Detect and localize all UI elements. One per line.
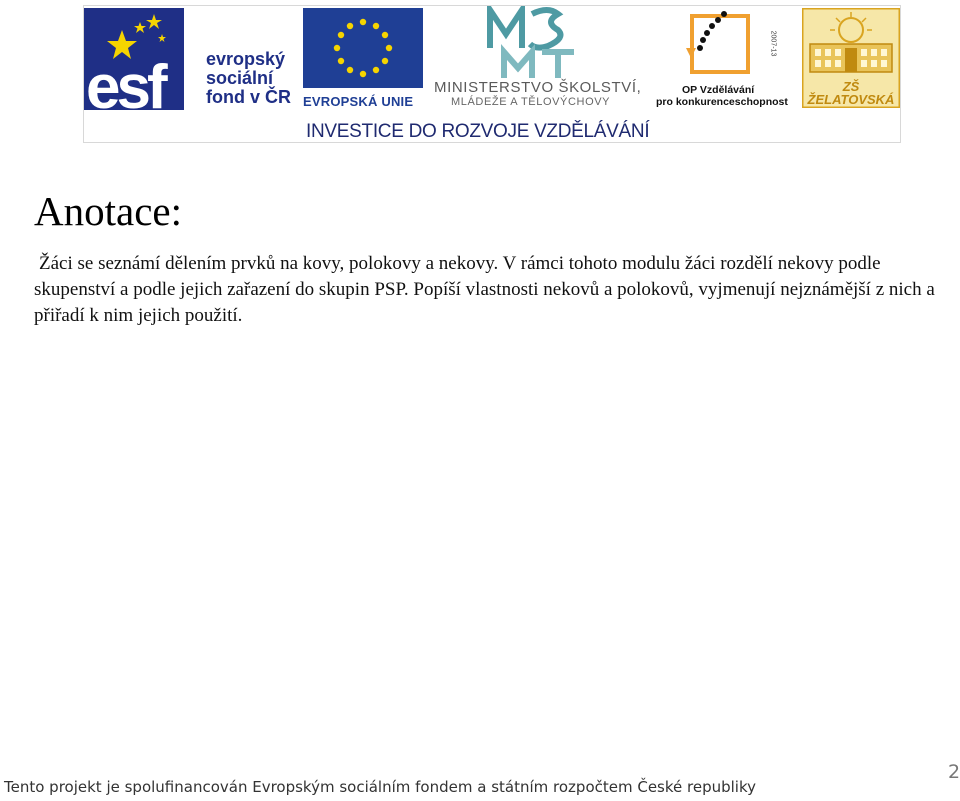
esf-logo bbox=[84, 6, 299, 111]
msmt-line-2: MLÁDEŽE A TĚLOVÝCHOVY bbox=[451, 96, 611, 108]
school-logo bbox=[802, 8, 900, 108]
footer-text: Tento projekt je spolufinancován Evropským sociálním fondem a státním rozpočtem České republiky bbox=[4, 778, 756, 796]
investice-slogan: INVESTICE DO ROZVOJE VZDĚLÁVÁNÍ bbox=[306, 121, 650, 142]
esf-logo-word: esf bbox=[86, 53, 164, 110]
school-label: ZŠ ŽELATOVSKÁ bbox=[807, 79, 895, 107]
op-line-1: OP Vzdělávání bbox=[682, 84, 755, 96]
eu-label: EVROPSKÁ UNIE bbox=[303, 94, 414, 109]
eu-logo bbox=[303, 8, 425, 108]
esf-line-1: evropský bbox=[206, 49, 286, 69]
op-line-2: pro konkurenceschopnost bbox=[656, 96, 788, 108]
eu-flag-icon bbox=[303, 8, 423, 88]
esf-line-3: fond v ČR bbox=[206, 87, 291, 107]
op-logo bbox=[656, 6, 796, 111]
op-years: 2007-13 bbox=[769, 30, 777, 57]
msmt-emblem-icon bbox=[484, 6, 604, 78]
msmt-line-1: MINISTERSTVO ŠKOLSTVÍ, bbox=[434, 79, 642, 96]
op-emblem-icon bbox=[682, 8, 762, 78]
logo-banner bbox=[83, 5, 901, 143]
annotation-text: Žáci se seznámí dělením prvků na kovy, polokovy a nekovy. V rámci tohoto modulu žáci rozdělí nekovy podle skupenství a podle jejich zařazení do skupin PSP. Popíší vlastnosti nekovů a polokovů, vyjmenují nejznámější z nich a přiřadí k nim jejich použití. bbox=[34, 253, 935, 326]
page-number: 2 bbox=[948, 761, 960, 783]
esf-flag-icon bbox=[84, 8, 184, 110]
page-title: Anotace: bbox=[34, 188, 182, 234]
esf-line-2: sociální bbox=[206, 68, 274, 88]
msmt-logo bbox=[434, 6, 654, 111]
